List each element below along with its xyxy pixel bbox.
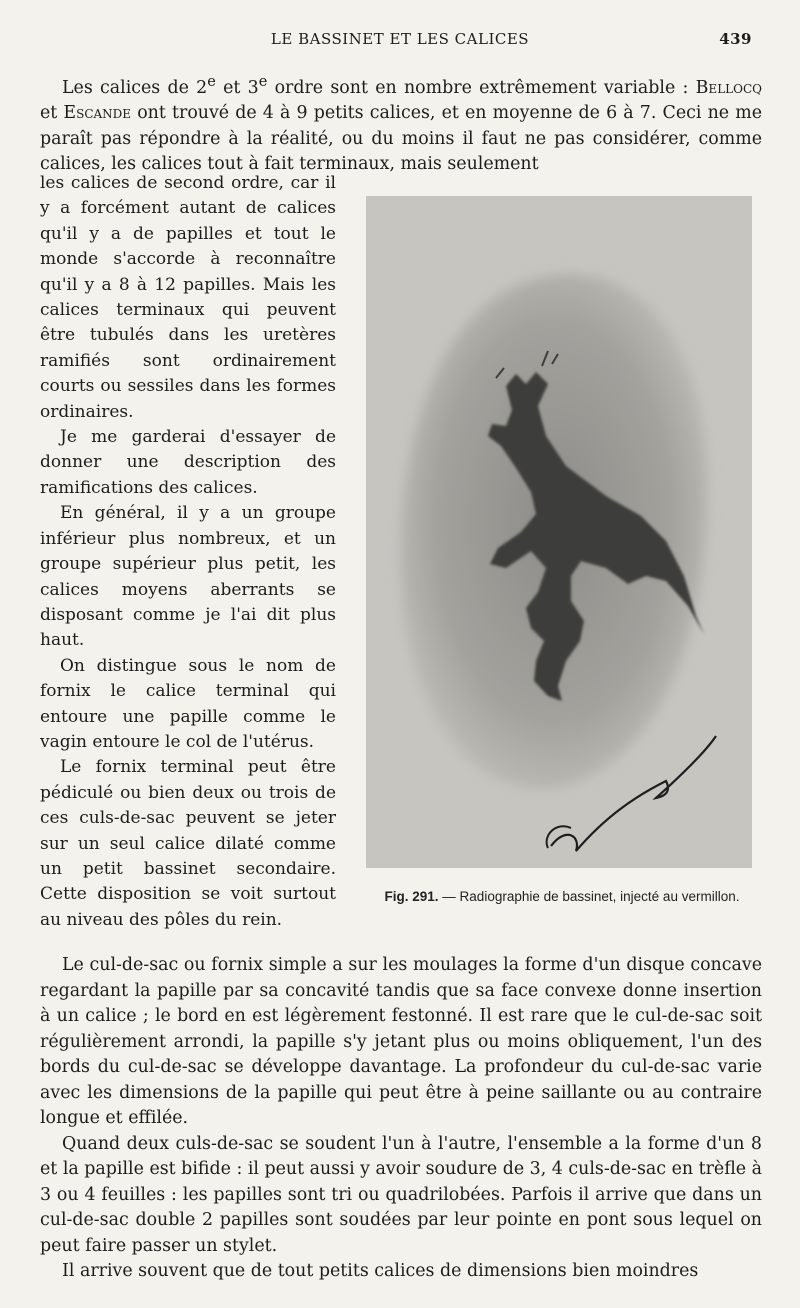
intro-paragraph [40,70,762,178]
figure-caption [372,888,752,905]
lower-paragraph-2: Quand deux culs-de-sac se soudent l'un à l'autre, l'ensemble a la forme d'un 8 et la papille est bifide : il peut aussi y avoir soudure de 3, 4 culs-de-sac en trèfle à 3 ou 4 feuilles : les papilles sont tri ou quadrilobées. Parfois il arrive que dans un cul-de-sac double 2 papilles sont soudées par leur pointe en pont sous lequel on peut faire passer un stylet. [40,1133,762,1256]
column-paragraph-2: Je me garderai d'essayer de donner une description des ramifications des calices. [40,427,336,498]
running-head [40,30,760,54]
column-paragraph-continued: les calices de second ordre, car il y a forcément autant de calices qu'il y a de papilles et tout le monde s'accorde à reconnaître qu'il y a 8 à 12 papilles. Mais les calices terminaux qui peuvent être tubulés dans les uretères ramifiés sont ordinairement courts ou sessiles dans les formes ordinaires. [40,173,336,422]
intro-text-a: Les calices de 2 [62,77,208,98]
running-title: LE BASSINET ET LES CALICES [270,30,530,48]
intro-text-e: ont trouvé de 4 à 9 petits calices, et en moyenne de 6 à 7. Ceci ne me paraît pas répondre à la réalité, ou du moins il faut ne pas considérer, comme calices, les calices tout à fait terminaux, mais seulement [40,103,762,175]
lower-paragraph-3: Il arrive souvent que de tout petits calices de dimensions bien moindres [62,1261,699,1281]
figure-label: Fig. 291. [384,889,439,904]
radiograph-image [366,196,752,868]
author-name-bellocq: Bellocq [695,77,762,98]
ordinal-sup-1: e [207,74,216,90]
intro-text-d: et [40,103,64,124]
column-paragraph-5: Le fornix terminal peut être pédiculé ou bien deux ou trois de ces culs-de-sac peuvent se jeter sur un seul calice dilaté comme un petit bassinet secondaire. Cette disposition se voit surtout au niveau des pôles du rein. [40,757,336,930]
lower-text-block [40,953,762,1285]
radiograph-illustration [366,196,752,868]
column-paragraph-4: On distingue sous le nom de fornix le calice terminal qui entoure une papille comme le vagin entoure le col de l'utérus. [40,655,336,752]
lower-paragraph-1: Le cul-de-sac ou fornix simple a sur les moulages la forme d'un disque concave regardant la papille par sa concavité tandis que sa face convexe donne insertion à un calice ; le bord en est légèrement festonné. Il est rare que le cul-de-sac soit régulièrement arrondi, la papille s'y jetant plus ou moins obliquement, l'un des bords du cul-de-sac se développe davantage. La profondeur du cul-de-sac varie avec les dimensions de la papille qui peut être à peine saillante ou au contraire longue et effilée. [40,955,762,1128]
column-paragraph-3: En général, il y a un groupe inférieur plus nombreux, et un groupe supérieur plus petit, les calices moyens aberrants se disposant comme je l'ai dit plus haut. [40,503,336,651]
page-number: 439 [719,30,752,48]
intro-text-b: et 3 [215,77,259,98]
author-name-escande: Escande [63,103,132,124]
left-column-text [40,171,336,933]
figure-291 [366,196,752,868]
intro-paragraph-block [40,70,762,178]
intro-text-c: ordre sont en nombre extrêmement variable : [267,77,696,98]
ordinal-sup-2: e [258,74,268,90]
figure-caption-text: — Radiographie de bassinet, injecté au vermillon. [438,889,740,904]
